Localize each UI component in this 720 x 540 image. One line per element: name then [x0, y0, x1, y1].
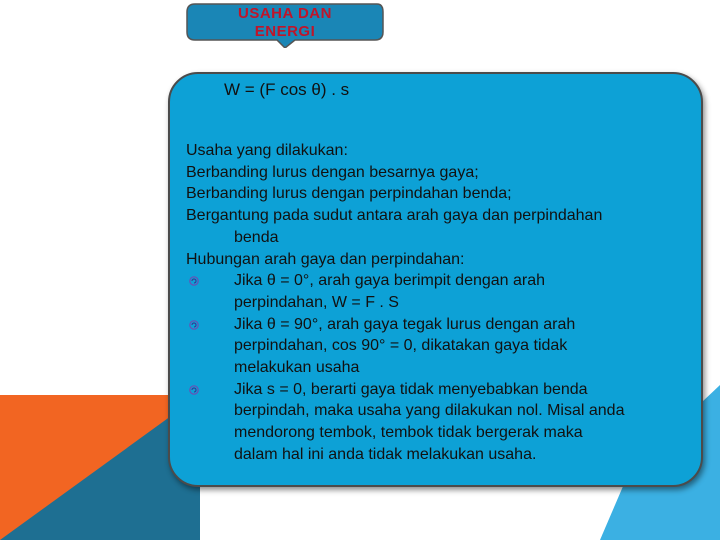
content-line-1: Usaha yang dilakukan: [186, 142, 348, 159]
bullet-2-line-1: Jika θ = 90°, arah gaya tegak lurus dengan arah [234, 315, 576, 333]
content-line-4: Bergantung pada sudut antara arah gaya dan perpindahan [186, 207, 603, 225]
bullet-swirl-icon [189, 276, 199, 286]
formula: W = (F cos θ) . s [224, 80, 350, 99]
bullet-2-line-3: melakukan usaha [234, 359, 360, 377]
bullet-swirl-icon [189, 320, 199, 330]
content-line-3: Berbanding lurus dengan perpindahan benda; [186, 185, 512, 203]
bullet-3-line-2: berpindah, maka usaha yang dilakukan nol. Misal anda [234, 402, 625, 420]
bullet-2-line-2: perpindahan, cos 90° = 0, dikatakan gaya tidak [234, 337, 568, 355]
content-line-4-continued: benda [234, 228, 279, 246]
bullet-swirl-icon [189, 385, 199, 395]
content-line-5: Hubungan arah gaya dan perpindahan: [186, 250, 465, 268]
bullet-3-line-3: mendorong tembok, tembok tidak bergerak maka [234, 424, 583, 442]
title-line-2: ENERGI [254, 23, 316, 40]
bullet-1-line-2: perpindahan, W = F . S [234, 293, 399, 311]
bullet-3-line-4: dalam hal ini anda tidak melakukan usaha. [234, 445, 537, 463]
content-line-2: Berbanding lurus dengan besarnya gaya; [186, 163, 479, 181]
bullet-1-line-1: Jika θ = 0°, arah gaya berimpit dengan arah [234, 272, 546, 290]
bullet-item-3 [186, 379, 691, 466]
bullet-item-1 [186, 270, 691, 313]
bullet-item-2 [186, 314, 691, 379]
bullet-3-line-1: Jika s = 0, berarti gaya tidak menyebabkan benda [234, 380, 588, 398]
content-text [186, 140, 691, 466]
title-line-1: USAHA DAN [238, 5, 332, 22]
title-bubble-text [185, 5, 385, 41]
